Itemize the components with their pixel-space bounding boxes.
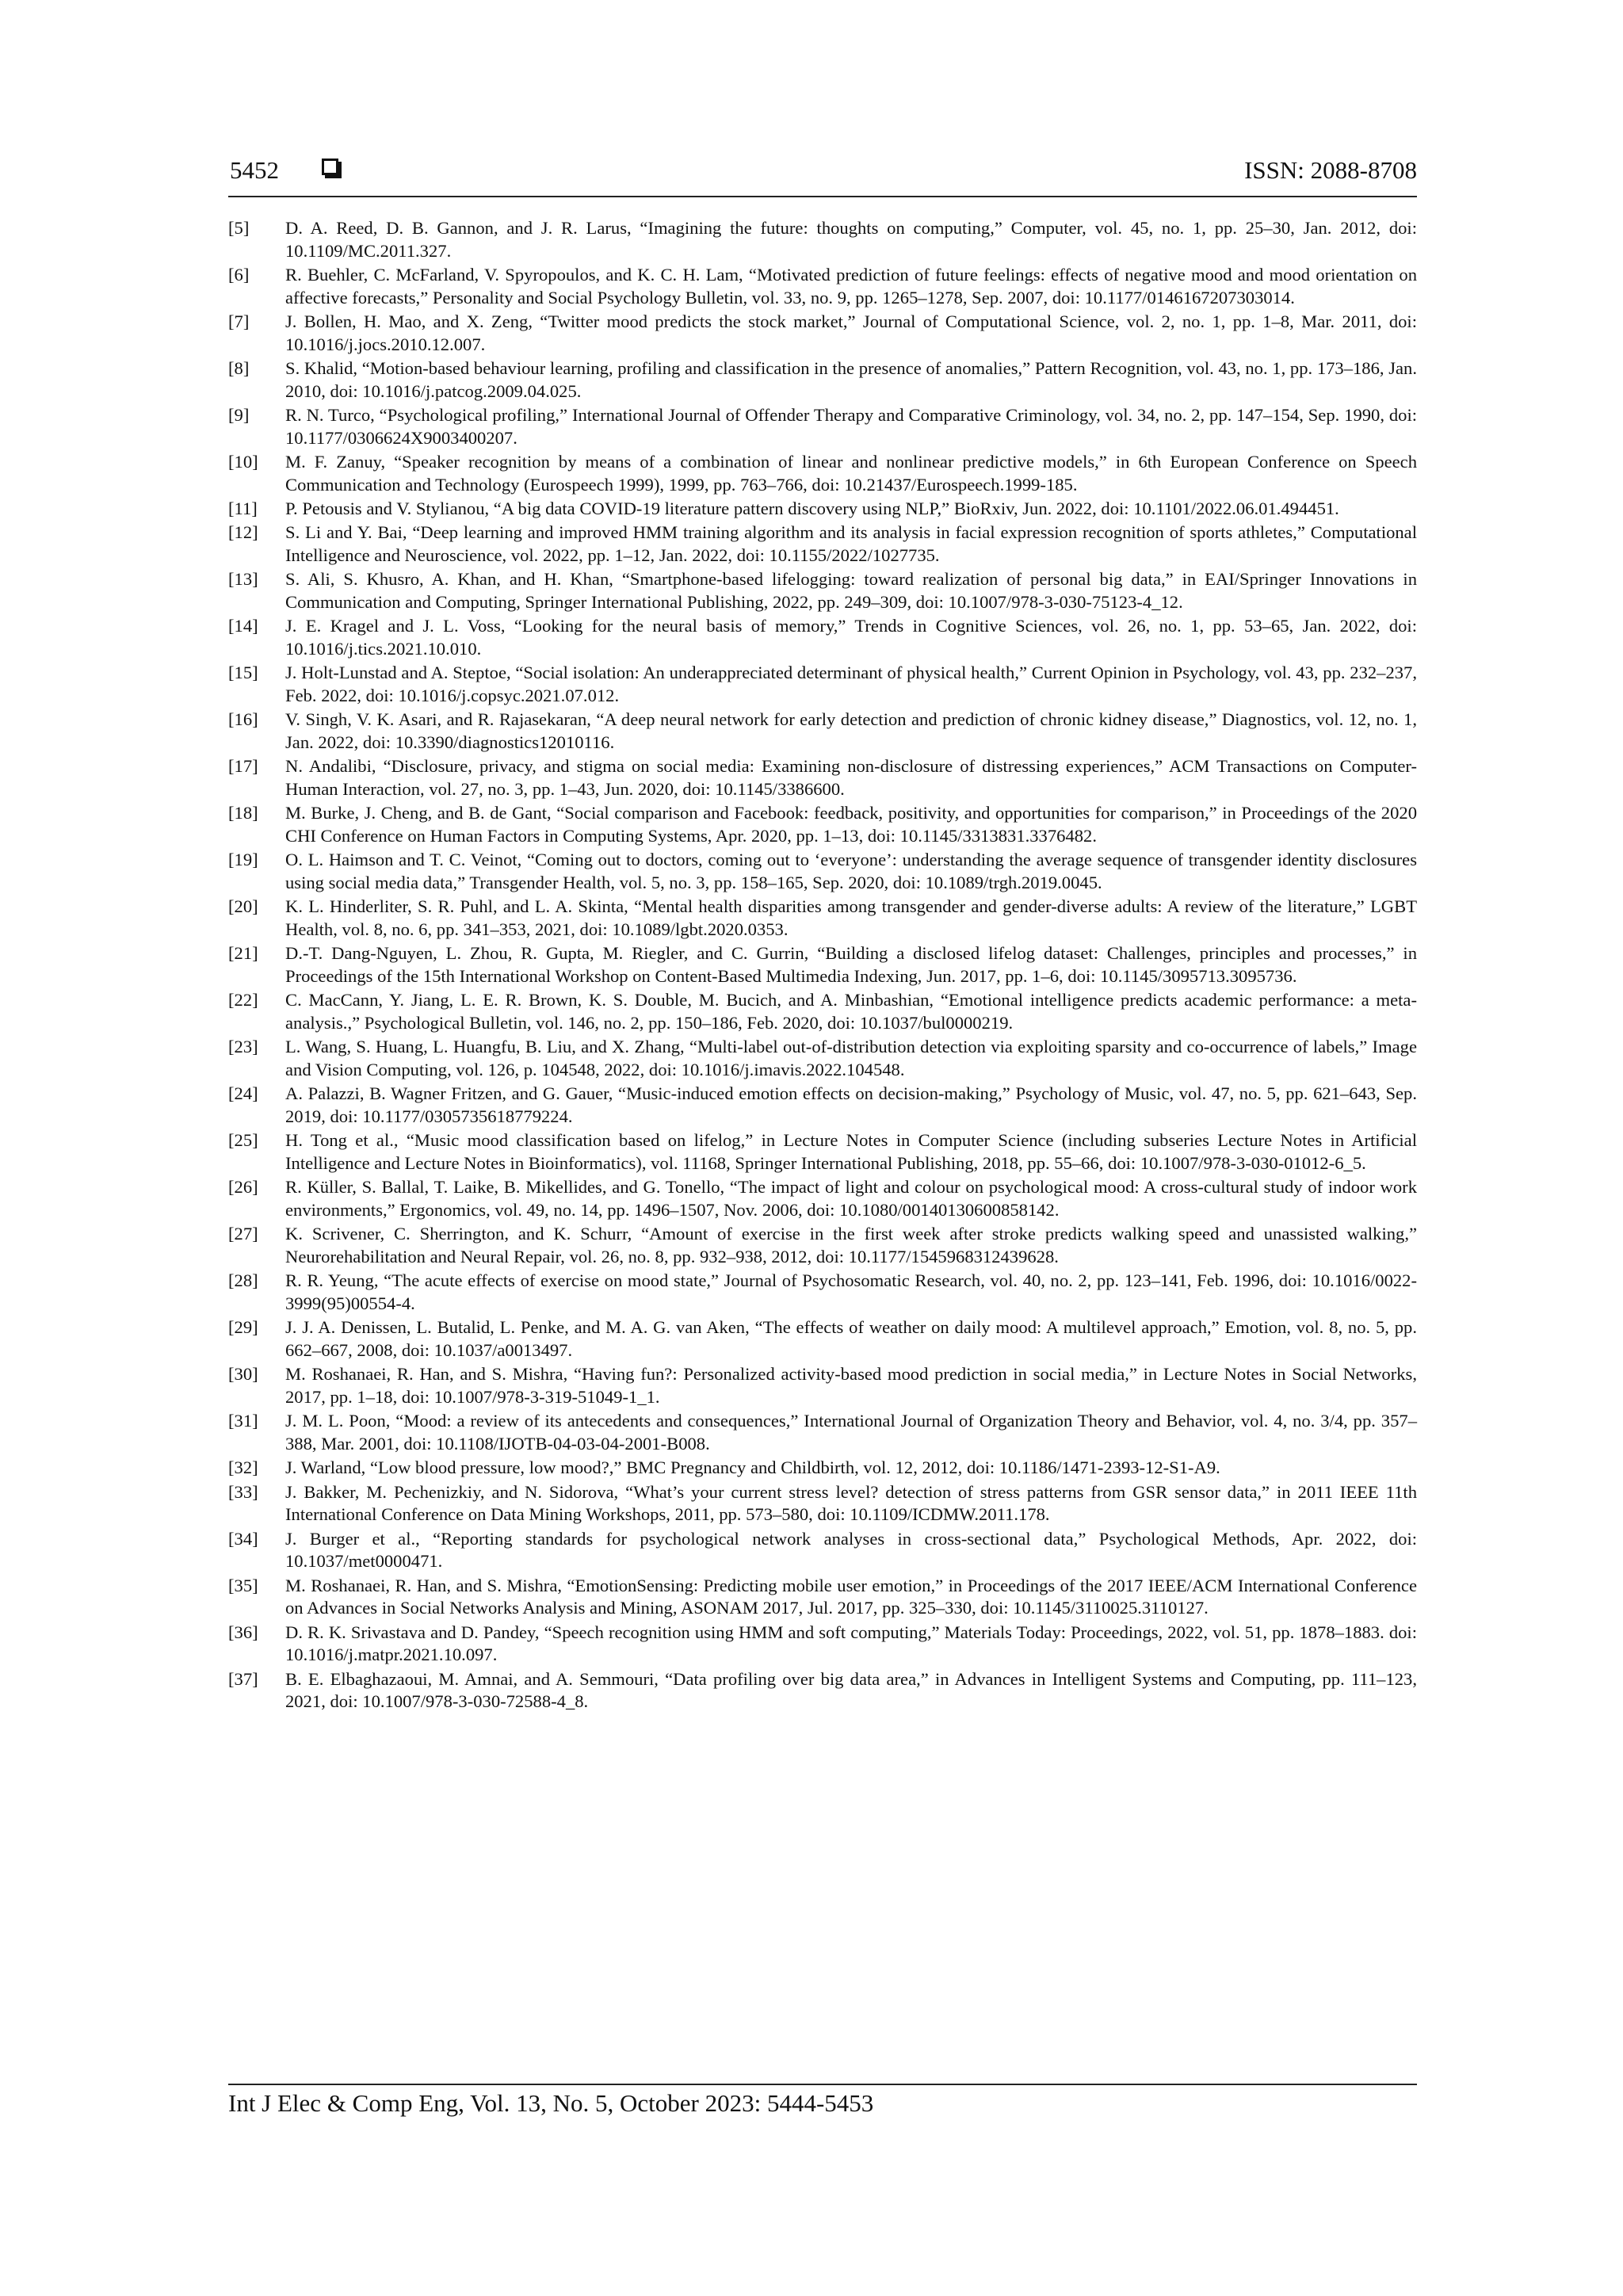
reference-item [228,1129,1417,1175]
reference-text: V. Singh, V. K. Asari, and R. Rajasekaran, “A deep neural network for early detection and prediction of chronic kidney disease,” Diagnostics, vol. 12, no. 1, Jan. 2022, doi: 10.3390/diagnostics12010116. [285,709,1417,752]
reference-item [228,1036,1417,1081]
reference-number: [13] [228,569,258,590]
reference-text: P. Petousis and V. Stylianou, “A big data COVID-19 literature pattern discovery using NLP,” BioRxiv, Jun. 2022, doi: 10.1101/2022.06.01.494451. [285,499,1339,518]
reference-number: [32] [228,1457,258,1478]
reference-text: R. Buehler, C. McFarland, V. Spyropoulos, and K. C. H. Lam, “Motivated prediction of future feelings: effects of negative mood and mood orientation on affective forecasts,” Personality and Social Psychology Bulletin, vol. 33, no. 9, pp. 1265–1278, Sep. 2007, doi: 10.1177/0146167207303014. [285,265,1417,308]
reference-item [228,1363,1417,1408]
reference-number: [23] [228,1037,258,1057]
reference-text: M. Burke, J. Cheng, and B. de Gant, “Social comparison and Facebook: feedback, positivity, and opportunities for comparison,” in Proceedings of the 2020 CHI Conference on Human Factors in Computing Systems, Apr. 2020, pp. 1–13, doi: 10.1145/3313831.3376482. [285,803,1417,846]
footer-divider [228,2084,1417,2085]
reference-item [228,1575,1417,1620]
reference-number: [33] [228,1481,258,1502]
reference-number: [29] [228,1317,258,1338]
reference-number: [37] [228,1668,258,1689]
reference-item [228,1176,1417,1221]
reference-number: [27] [228,1224,258,1244]
reference-item [228,217,1417,262]
reference-item [228,1622,1417,1667]
reference-text: K. L. Hinderliter, S. R. Puhl, and L. A. Skinta, “Mental health disparities among transgender and gender-diverse adults: A review of the literature,” LGBT Health, vol. 8, no. 6, pp. 341–353, 2021, doi: 10.1089/lgbt.2020.0353. [285,896,1417,939]
reference-number: [10] [228,452,258,472]
reference-number: [6] [228,265,250,285]
reference-item [228,264,1417,309]
reference-number: [36] [228,1622,258,1642]
reference-text: J. Burger et al., “Reporting standards for psychological network analyses in cross-sectional data,” Psychological Methods, Apr. 2022, doi: 10.1037/met0000471. [285,1528,1417,1572]
reference-number: [17] [228,756,258,777]
square-box-icon [322,159,338,175]
reference-text: M. Roshanaei, R. Han, and S. Mishra, “Having fun?: Personalized activity-based mood prediction in social media,” in Lecture Notes in Social Networks, 2017, pp. 1–18, doi: 10.1007/978-3-319-51049-1_1. [285,1364,1417,1407]
reference-item [228,1410,1417,1455]
reference-text: R. R. Yeung, “The acute effects of exercise on mood state,” Journal of Psychosomatic Research, vol. 40, no. 2, pp. 123–141, Feb. 1996, doi: 10.1016/0022-3999(95)00554-4. [285,1270,1417,1313]
reference-number: [8] [228,358,250,378]
reference-text: R. N. Turco, “Psychological profiling,” International Journal of Offender Therapy and Comparative Criminology, vol. 34, no. 2, pp. 147–154, Sep. 1990, doi: 10.1177/0306624X9003400207. [285,405,1417,448]
reference-item [228,1316,1417,1362]
reference-text: J. J. A. Denissen, L. Butalid, L. Penke, and M. A. G. van Aken, “The effects of weather on daily mood: A multilevel approach,” Emotion, vol. 8, no. 5, pp. 662–667, 2008, doi: 10.1037/a0013497. [285,1317,1417,1360]
reference-number: [15] [228,663,258,683]
reference-text: R. Küller, S. Ballal, T. Laike, B. Mikellides, and G. Tonello, “The impact of light and colour on psychological mood: A cross-cultural study of indoor work environments,” Ergonomics, vol. 49, no. 14, pp. 1496–1507, Nov. 2006, doi: 10.1080/00140130600858142. [285,1177,1417,1220]
reference-number: [7] [228,311,250,331]
reference-number: [18] [228,803,258,823]
reference-text: J. Bollen, H. Mao, and X. Zeng, “Twitter mood predicts the stock market,” Journal of Computational Science, vol. 2, no. 1, pp. 1–8, Mar. 2011, doi: 10.1016/j.jocs.2010.12.007. [285,311,1417,354]
reference-text: J. E. Kragel and J. L. Voss, “Looking for the neural basis of memory,” Trends in Cognitive Sciences, vol. 26, no. 1, pp. 53–65, Jan. 2022, doi: 10.1016/j.tics.2021.10.010. [285,616,1417,659]
reference-number: [26] [228,1177,258,1198]
reference-number: [24] [228,1083,258,1104]
reference-text: D. R. K. Srivastava and D. Pandey, “Speech recognition using HMM and soft computing,” Materials Today: Proceedings, 2022, vol. 51, pp. 1878–1883. doi: 10.1016/j.matpr.2021.10.097. [285,1622,1417,1665]
reference-text: H. Tong et al., “Music mood classification based on lifelog,” in Lecture Notes in Computer Science (including subseries Lecture Notes in Artificial Intelligence and Lecture Notes in Bioinformatics), vol. 11168, Springer International Publishing, 2018, pp. 55–66, doi: 10.1007/978-3-030-01012-6_5. [285,1130,1417,1173]
reference-text: J. Holt-Lunstad and A. Steptoe, “Social isolation: An underappreciated determinant of physical health,” Current Opinion in Psychology, vol. 43, pp. 232–237, Feb. 2022, doi: 10.1016/j.copsyc.2021.07.012. [285,663,1417,705]
reference-number: [21] [228,943,258,964]
reference-text: J. Bakker, M. Pechenizkiy, and N. Sidorova, “What’s your current stress level? detection of stress patterns from GSR sensor data,” in 2011 IEEE 11th International Conference on Data Mining Workshops, 2011, pp. 573–580, doi: 10.1109/ICDMW.2011.178. [285,1481,1417,1525]
page-header [228,151,1417,198]
reference-text: B. E. Elbaghazaoui, M. Amnai, and A. Semmouri, “Data profiling over big data area,” in Advances in Intelligent Systems and Computing, pp. 111–123, 2021, doi: 10.1007/978-3-030-72588-4_8. [285,1668,1417,1712]
journal-citation-footer: Int J Elec & Comp Eng, Vol. 13, No. 5, October 2023: 5444-5453 [228,2089,874,2117]
reference-text: D. A. Reed, D. B. Gannon, and J. R. Larus, “Imagining the future: thoughts on computing,” Computer, vol. 45, no. 1, pp. 25–30, Jan. 2012, doi: 10.1109/MC.2011.327. [285,218,1417,261]
reference-number: [5] [228,218,250,238]
reference-text: K. Scrivener, C. Sherrington, and K. Schurr, “Amount of exercise in the first week after stroke predicts walking speed and unassisted walking,” Neurorehabilitation and Neural Repair, vol. 26, no. 8, pp. 932–938, 2012, doi: 10.1177/1545968312439628. [285,1224,1417,1266]
reference-number: [16] [228,709,258,730]
issn-label: ISSN: 2088-8708 [1244,156,1417,184]
reference-text: D.-T. Dang-Nguyen, L. Zhou, R. Gupta, M. Riegler, and C. Gurrin, “Building a disclosed lifelog dataset: Challenges, principles and processes,” in Proceedings of the 15th International Workshop on Content-Based Multimedia Indexing, Jun. 2017, pp. 1–6, doi: 10.1145/3095713.3095736. [285,943,1417,986]
reference-text: J. Warland, “Low blood pressure, low mood?,” BMC Pregnancy and Childbirth, vol. 12, 2012, doi: 10.1186/1471-2393-12-S1-A9. [285,1457,1220,1478]
reference-item [228,404,1417,449]
reference-number: [12] [228,522,258,543]
reference-number: [9] [228,405,250,425]
reference-text: S. Khalid, “Motion-based behaviour learning, profiling and classification in the presence of anomalies,” Pattern Recognition, vol. 43, no. 1, pp. 173–186, Jan. 2010, doi: 10.1016/j.patcog.2009.04.025. [285,358,1417,401]
reference-list [228,217,1417,1715]
reference-number: [31] [228,1411,258,1431]
header-divider [228,196,1417,197]
reference-item [228,568,1417,613]
reference-text: L. Wang, S. Huang, L. Huangfu, B. Liu, and X. Zhang, “Multi-label out-of-distribution detection via exploiting sparsity and co-occurrence of labels,” Image and Vision Computing, vol. 126, p. 104548, 2022, doi: 10.1016/j.imavis.2022.104548. [285,1037,1417,1079]
reference-item [228,989,1417,1034]
reference-item [228,1457,1417,1480]
reference-item [228,311,1417,356]
reference-number: [30] [228,1364,258,1385]
reference-item [228,709,1417,754]
reference-item [228,755,1417,800]
reference-item [228,1481,1417,1526]
reference-item [228,521,1417,567]
reference-item [228,1083,1417,1128]
reference-number: [14] [228,616,258,636]
reference-text: C. MacCann, Y. Jiang, L. E. R. Brown, K. S. Double, M. Bucich, and A. Minbashian, “Emotional intelligence predicts academic performance: a meta-analysis.,” Psychological Bulletin, vol. 146, no. 2, pp. 150–186, Feb. 2020, doi: 10.1037/bul0000219. [285,990,1417,1033]
reference-text: S. Ali, S. Khusro, A. Khan, and H. Khan, “Smartphone-based lifelogging: toward realization of personal big data,” in EAI/Springer Innovations in Communication and Computing, Springer International Publishing, 2022, pp. 249–309, doi: 10.1007/978-3-030-75123-4_12. [285,569,1417,612]
reference-text: M. Roshanaei, R. Han, and S. Mishra, “EmotionSensing: Predicting mobile user emotion,” in Proceedings of the 2017 IEEE/ACM International Conference on Advances in Social Networks Analysis and Mining, ASONAM 2017, Jul. 2017, pp. 325–330, doi: 10.1145/3110025.3110127. [285,1575,1417,1618]
reference-item [228,1668,1417,1713]
reference-item [228,451,1417,496]
reference-number: [35] [228,1575,258,1595]
reference-number: [20] [228,896,258,917]
reference-item [228,662,1417,707]
reference-number: [11] [228,499,258,518]
reference-text: A. Palazzi, B. Wagner Fritzen, and G. Gauer, “Music-induced emotion effects on decision-making,” Psychology of Music, vol. 47, no. 5, pp. 621–643, Sep. 2019, doi: 10.1177/0305735618779224. [285,1083,1417,1126]
reference-item [228,1223,1417,1268]
reference-number: [34] [228,1528,258,1549]
reference-number: [25] [228,1130,258,1151]
reference-item [228,498,1417,521]
reference-text: M. F. Zanuy, “Speaker recognition by means of a combination of linear and nonlinear predictive models,” in 6th European Conference on Speech Communication and Technology (Eurospeech 1999), 1999, pp. 763–766, doi: 10.21437/Eurospeech.1999-185. [285,452,1417,495]
reference-item [228,849,1417,894]
reference-item [228,615,1417,660]
reference-item [228,1270,1417,1315]
reference-item [228,357,1417,403]
reference-item [228,942,1417,988]
reference-text: O. L. Haimson and T. C. Veinot, “Coming out to doctors, coming out to ‘everyone’: understanding the average sequence of transgender identity disclosures using social media data,” Transgender Health, vol. 5, no. 3, pp. 158–165, Sep. 2020, doi: 10.1089/trgh.2019.0045. [285,850,1417,892]
reference-item [228,802,1417,847]
reference-number: [28] [228,1270,258,1291]
reference-text: J. M. L. Poon, “Mood: a review of its antecedents and consequences,” International Journal of Organization Theory and Behavior, vol. 4, no. 3/4, pp. 357–388, Mar. 2001, doi: 10.1108/IJOTB-04-03-04-2001-B008. [285,1411,1417,1454]
reference-item [228,896,1417,941]
reference-text: S. Li and Y. Bai, “Deep learning and improved HMM training algorithm and its analysis in facial expression recognition of sports athletes,” Computational Intelligence and Neuroscience, vol. 2022, pp. 1–12, Jan. 2022, doi: 10.1155/2022/1027735. [285,522,1417,565]
reference-number: [22] [228,990,258,1010]
reference-text: N. Andalibi, “Disclosure, privacy, and stigma on social media: Examining non-disclosure of distressing experiences,” ACM Transactions on Computer-Human Interaction, vol. 27, no. 3, pp. 1–43, Jun. 2020, doi: 10.1145/3386600. [285,756,1417,799]
reference-number: [19] [228,850,258,870]
page-number: 5452 [230,156,279,184]
reference-item [228,1528,1417,1573]
